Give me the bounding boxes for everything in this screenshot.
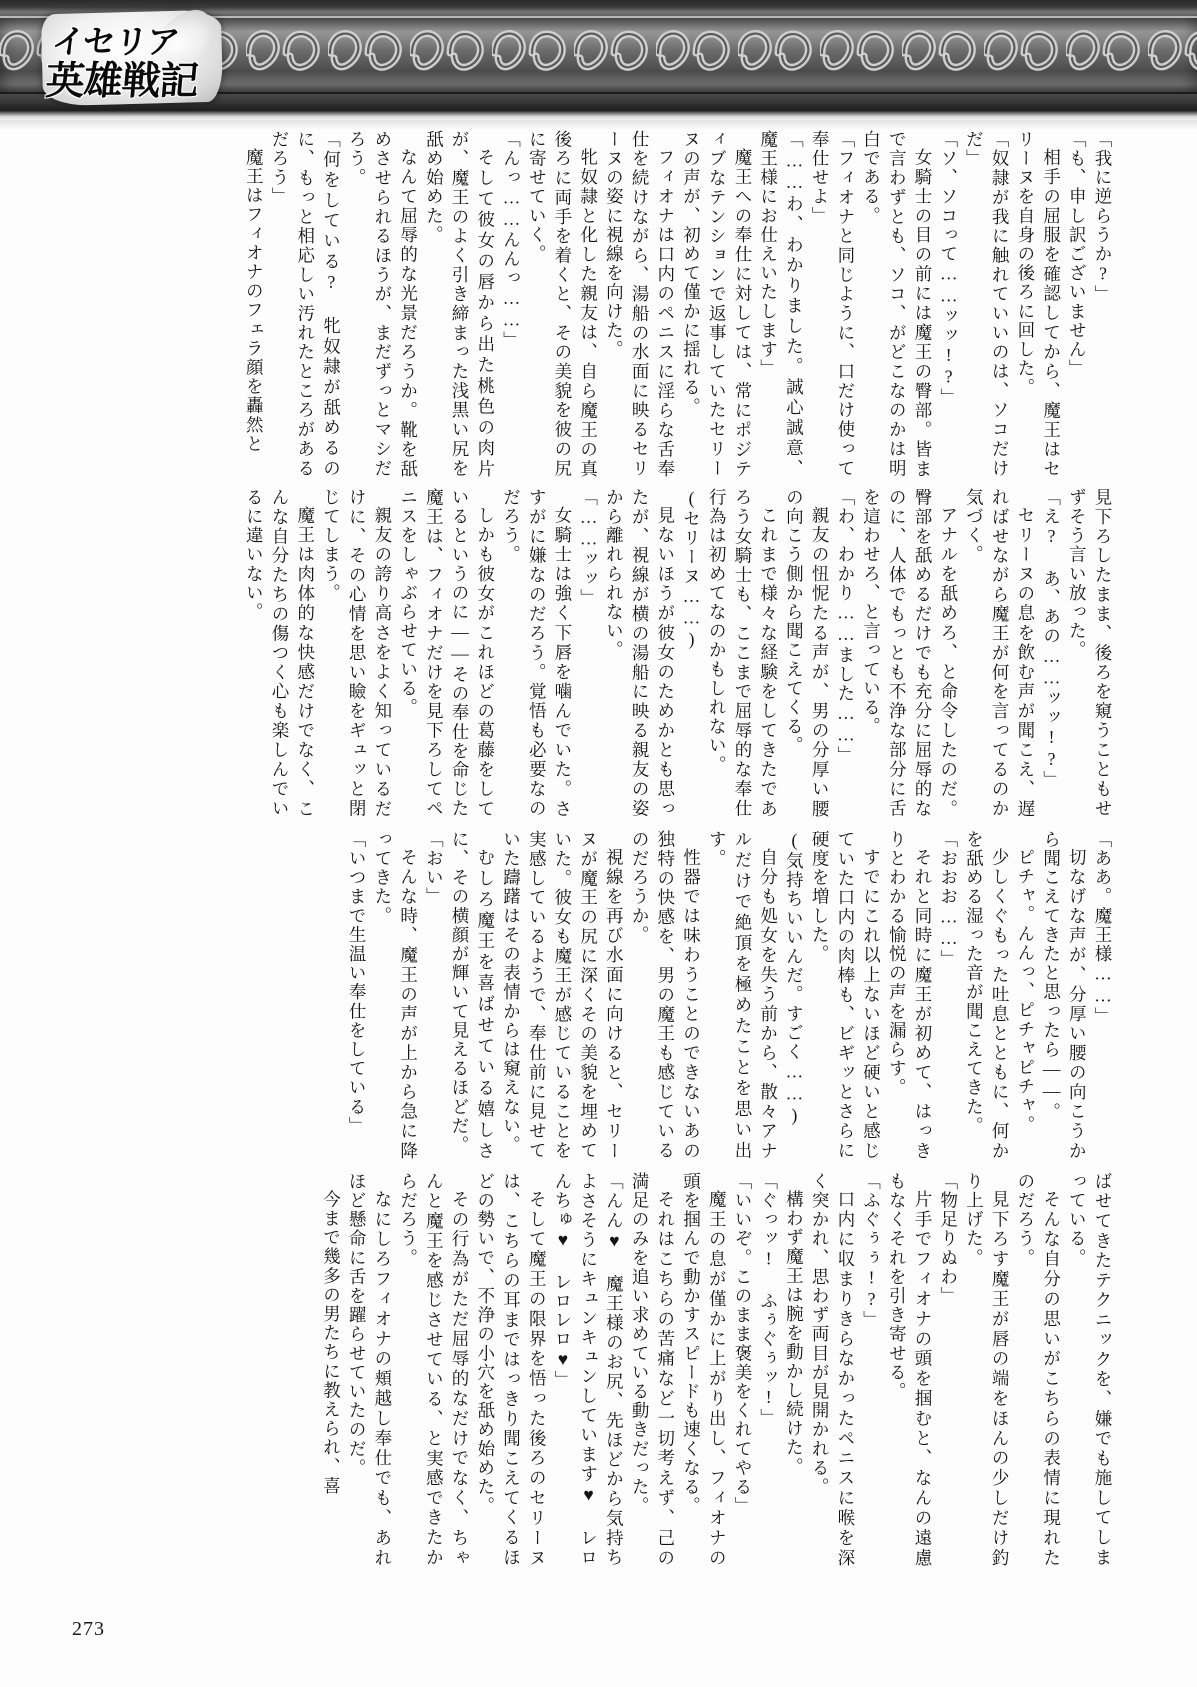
paragraph: そして魔王の限界を悟った後ろのセリーヌは、こちらの耳まではっきり聞こえてくるほどの勢いで、不浄の小穴を舐め始めた。 [475,1172,548,1567]
knot-icon [492,20,574,86]
paragraph: 「何をしている? 牝奴隷が舐めるのに、もっと相応しい汚れたところがあるだろう」 [270,130,342,478]
paragraph: 魔王は肉体的な快感だけでなく、こんな自分たちの傷つく心も楽しんでいるに違いない。 [244,488,316,818]
knot-icon [820,20,902,86]
paragraph: 「ソ、ソコって……ッッ!?」 [938,130,959,408]
paragraph: フィオナは口内のペニスに淫らな舌奉仕を続けながら、湯船の水面に映るセリーヌの姿に視線を向けた。 [604,130,676,478]
knot-icon [1066,20,1148,86]
paragraph: 見ないほうが彼女のためかとも思ったが、視線が横の湯船に映る親友の姿から離れられない。 [604,488,676,818]
paragraph: 見下ろしたまま、後ろを窺うこともせずそう言い放った。 [1067,488,1113,818]
paragraph: そして彼女の唇から出た桃色の肉片が、魔王のよく引き締まった浅黒い尻を舐め始めた。 [424,130,496,478]
page-header-banner [0,0,1197,120]
paragraph: 女騎士の目の前には魔王の臀部。皆まで言わずとも、ソコ、がどこなのかは明白である。 [861,130,933,478]
paragraph: 見下ろす魔王が唇の端をほんの少しだけ釣り上げた。 [964,1172,1011,1567]
paragraph: 「我に逆らうか?」 [1093,130,1113,305]
knot-icon [656,20,738,86]
knot-icon [246,20,328,86]
paragraph: 性器では味わうことのできないあの独特の快感を、男の魔王も感じているのだろうか。 [630,830,702,1160]
paragraph: 親友の誇り高さをよく知っているだけに、その心情を思い瞼をギュッと閉じてしまう。 [321,488,393,818]
paragraph: 「フィオナと同じように、口だけ使って奉仕せよ」 [810,130,856,478]
paragraph: 「……ッッ」 [578,488,599,608]
paragraph: しかも彼女がこれほどの葛藤をしているというのに——その奉仕を命じた魔王は、フィオナだけを見下ろしてペニスをしゃぶらせている。 [398,488,496,818]
paragraph: 「いいぞ。このまま褒美をくれてやる」 [732,1172,753,1516]
paragraph: 「んん♥ 魔王様のお尻、先ほどから気持ちよさそうにキュンキュンしています♥ レロんちゅ♥ レロレロ♥」 [552,1172,625,1567]
paragraph: 少しくぐもった吐息とともに、何かを舐める湿った音が聞こえてきた。 [964,830,1011,1160]
paragraph: 「物足りぬわ」 [938,1172,959,1306]
paragraph: 構わず魔王は腕を動かし続けた。 [784,1189,805,1476]
paragraph: その行為がただ屈辱的なだけでなく、ちゃんと魔王を感じさせている、と実感できたからだろう。 [398,1172,471,1567]
paragraph: 「んっ……んんっ……」 [501,130,522,351]
paragraph: 「わ、わかり……ました……」 [835,488,856,766]
text-block [93,1172,1115,1567]
paragraph: 今まで幾多の男たちに教えられ、喜 [321,1189,342,1496]
paragraph: それと同時に魔王が初めて、はっきりとわかる愉悦の声を漏らす。 [887,830,933,1160]
paragraph: 「おい」 [424,830,445,907]
paragraph: (セリーヌ……) [681,488,702,651]
knot-icon [328,20,410,86]
paragraph: 相手の屈服を確認してから、魔王はセリーヌを自身の後ろに回した。 [1015,130,1062,478]
paragraph: 「え? あ、あの……ッッ!?」 [1041,488,1062,790]
paragraph: 切なげな声が、分厚い腰の向こうから聞こえてきたと思ったら——。 [1041,830,1088,1160]
paragraph: 魔王の息が僅かに上がり出し、フィオナの頭を掴んで動かすスピードも速くなる。 [681,1172,728,1567]
paragraph: これまで様々な経験をしてきたであろう女騎士も、ここまで屈辱的な奉仕行為は初めてなのかもしれない。 [707,488,779,818]
paragraph: なんて屈辱的な光景だろうか。靴を舐めさせられるほうが、まだずっとマシだろう。 [347,130,419,478]
knot-icon [574,20,656,86]
paragraph: ばせてきたテクニックを、嫌でも施してしまっている。 [1067,1172,1113,1567]
paragraph: ピチャ。んんっ、ピチャピチャ。 [1015,847,1036,1134]
paragraph: すでにこれ以上ないほど硬いと感じていた口内の肉棒も、ビギッとさらに硬度を増した。 [810,830,882,1160]
paragraph: むしろ魔王を喜ばせている嬉しさに、その横顔が輝いて見えるほどだ。 [450,830,496,1160]
paragraph: 「いつまで生温い奉仕をしている」 [347,830,368,1136]
paragraph: 「ぐっッ! ふぅぐぅッ!」 [758,1172,779,1428]
series-logo [42,12,222,104]
text-block [93,488,1115,818]
paragraph: (気持ちいいんだ。すごく……) [784,830,805,1127]
paragraph: そんな自分の思いがこちらの表情に現れたのだろう。 [1015,1172,1062,1567]
page-body [0,120,1197,1600]
paragraph: 視線を再び水面に向けると、セリーヌが魔王の尻に深くその美貌を埋めていた。彼女も魔王が感じていることを実感しているようで、奉仕前に見せていた躊躇はその表情からは窺えない。 [501,830,625,1160]
text-block [93,130,1115,478]
paragraph: それはこちらの苦痛など一切考えず、己の満足のみを追い求めている動きだった。 [630,1172,676,1567]
paragraph: セリーヌの息を飲む声が聞こえ、遅ればせながら魔王が何を言ってるのか気づく。 [964,488,1036,818]
knot-icon [410,20,492,86]
knot-icon [902,20,984,86]
logo-title-line2: 英雄戦記 [43,60,200,103]
knot-icon [984,20,1066,86]
paragraph: 「も、申し訳ございません」 [1067,130,1088,379]
paragraph: 口内に収まりきらなかったペニスに喉を深く突かれ、思わず両目が見開かれる。 [810,1172,856,1567]
knot-icon [1148,20,1197,86]
paragraph: 「ああ。魔王様……」 [1093,830,1113,1026]
paragraph: 「ふぐぅぅ!?」 [861,1172,882,1330]
paragraph: 魔王への奉仕に対しては、常にポジティブなテンションで返事していたセリーヌの声が、初めて僅かに揺れる。 [681,130,753,478]
paragraph: 牝奴隷と化した親友は、自ら魔王の真後ろに両手を着くと、その美貌を彼の尻に寄せていく。 [527,130,599,478]
knot-icon [738,20,820,86]
text-block [93,830,1115,1160]
logo-title-line1: イセリア [49,25,181,61]
paragraph: なにしろフィオナの頬越し奉仕でも、あれほど懸命に舌を躍らせていたのだ。 [347,1172,393,1567]
paragraph: 「おおお……」 [938,830,959,969]
paragraph: 魔王はフィオナのフェラ顔を轟然と [244,147,265,454]
paragraph: 自分も処女を失う前から、散々アナルだけで絶頂を極めたことを思い出す。 [707,830,779,1160]
paragraph: 女騎士は強く下唇を噛んでいた。さすがに嫌なのだろう。覚悟も必要なのだろう。 [501,488,573,818]
paragraph: アナルを舐めろ、と命令したのだ。臀部を舐めるだけでも充分に屈辱的なのに、人体でもっとも不浄な部分に舌を這わせろ、と言っている。 [861,488,959,818]
paragraph: 「……わ、わかりました。誠心誠意、魔王様にお仕えいたします」 [758,130,805,478]
page-number: 273 [72,1618,105,1640]
paragraph: 片手でフィオナの頭を掴むと、なんの遠慮もなくそれを引き寄せる。 [887,1172,933,1567]
paragraph: 親友の忸怩たる声が、男の分厚い腰の向こう側から聞こえてくる。 [784,488,831,818]
paragraph: そんな時、魔王の声が上から急に降ってきた。 [372,830,419,1160]
paragraph: 「奴隷が我に触れていいのは、ソコだけだ」 [964,130,1011,478]
